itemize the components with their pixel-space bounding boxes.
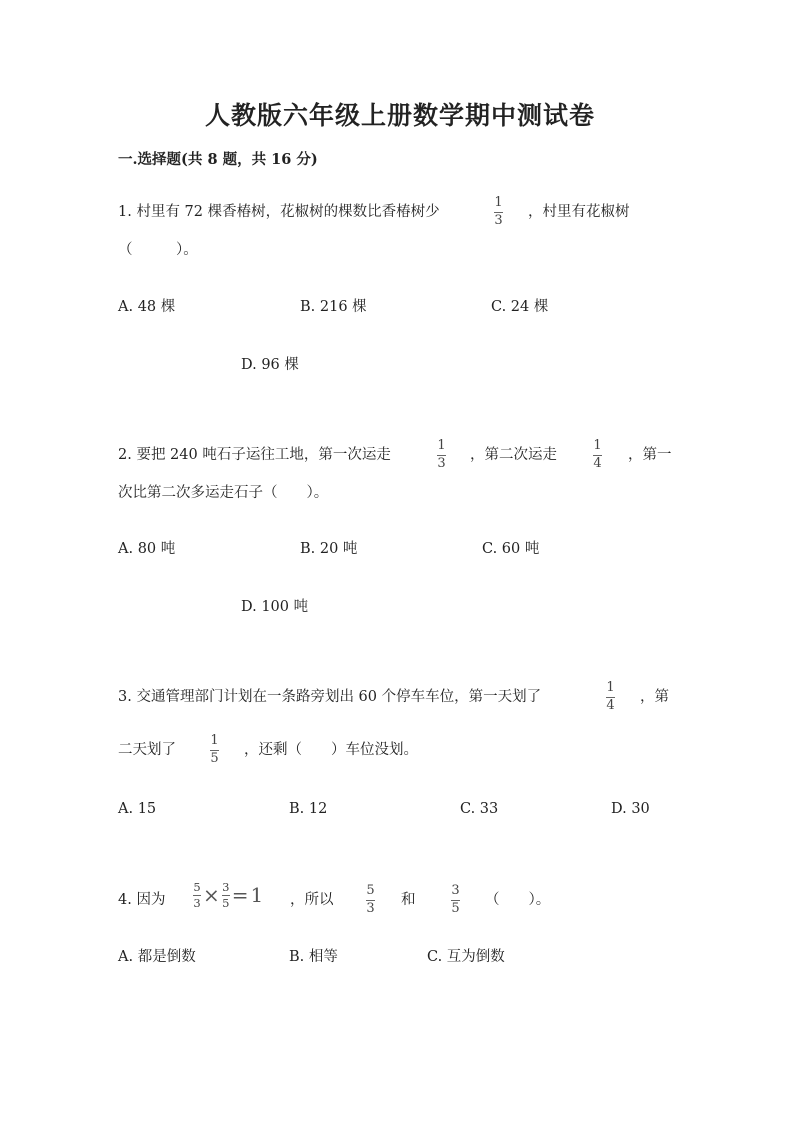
section-heading: 一.选择题(共 8 题，共 16 分): [118, 151, 318, 168]
option-c: C. 互为倒数: [427, 949, 505, 965]
fraction: [593, 439, 602, 471]
option-a: A. 15: [118, 801, 157, 817]
question-text: 1. 村里有 72 棵香椿树，花椒树的棵数比香椿树少: [118, 204, 440, 220]
fraction-denominator: 3: [494, 213, 503, 228]
fraction: [366, 884, 375, 916]
fraction-numerator: 1: [494, 195, 503, 210]
fraction-denominator: 3: [193, 896, 201, 910]
fraction-numerator: 1: [593, 438, 602, 453]
equation: [193, 881, 263, 909]
question-text: 3. 交通管理部门计划在一条路旁划出 60 个停车车位，第一天划了: [118, 689, 542, 705]
equals-sign: =: [231, 883, 249, 907]
option-d: D. 96 棵: [241, 357, 299, 373]
fraction: [193, 881, 201, 909]
answer-blank: （ ）。: [485, 892, 551, 908]
fraction-numerator: 1: [437, 438, 446, 453]
equation-result: 1: [250, 883, 264, 907]
fraction-denominator: 5: [222, 896, 230, 910]
times-sign: ×: [203, 883, 220, 907]
answer-blank: （ ）。: [118, 242, 198, 258]
question-text: 二天划了: [118, 742, 176, 758]
option-b: B. 12: [289, 801, 328, 817]
option-a: A. 48 棵: [118, 299, 176, 315]
option-b: B. 20 吨: [300, 541, 358, 557]
question-text: 4. 因为: [118, 892, 166, 908]
fraction: [606, 681, 615, 713]
fraction-denominator: 5: [210, 751, 219, 766]
option-b: B. 216 棵: [300, 299, 367, 315]
question-text: 和: [401, 892, 416, 908]
option-c: C. 24 棵: [491, 299, 549, 315]
question-text: ，第一: [628, 447, 672, 463]
fraction: [437, 439, 446, 471]
option-c: C. 33: [460, 801, 499, 817]
page-title: 人教版六年级上册数学期中测试卷: [204, 101, 595, 130]
fraction-denominator: 5: [451, 901, 460, 916]
fraction-numerator: 5: [193, 880, 201, 894]
fraction: [494, 196, 503, 228]
fraction-numerator: 3: [451, 883, 460, 898]
option-c: C. 60 吨: [482, 541, 540, 557]
option-a: A. 都是倒数: [118, 949, 196, 965]
option-d: D. 30: [611, 801, 650, 817]
fraction: [222, 881, 230, 909]
question-text: 次比第二次多运走石子（ ）。: [118, 485, 329, 501]
fraction-numerator: 1: [606, 680, 615, 695]
question-text: ，第: [640, 689, 669, 705]
question-text: ，村里有花椒树: [528, 204, 630, 220]
fraction-denominator: 4: [606, 698, 615, 713]
fraction: [210, 734, 219, 766]
option-b: B. 相等: [289, 949, 338, 965]
question-text: ，第二次运走: [470, 447, 557, 463]
fraction-numerator: 5: [366, 883, 375, 898]
fraction: [451, 884, 460, 916]
fraction-denominator: 3: [437, 456, 446, 471]
question-text: ，所以: [290, 892, 334, 908]
fraction-denominator: 4: [593, 456, 602, 471]
fraction-numerator: 1: [210, 733, 219, 748]
option-d: D. 100 吨: [241, 599, 309, 615]
fraction-numerator: 3: [222, 880, 230, 894]
question-text: ，还剩（ ）车位没划。: [244, 742, 418, 758]
question-text: 2. 要把 240 吨石子运往工地，第一次运走: [118, 447, 391, 463]
fraction-denominator: 3: [366, 901, 375, 916]
option-a: A. 80 吨: [118, 541, 176, 557]
